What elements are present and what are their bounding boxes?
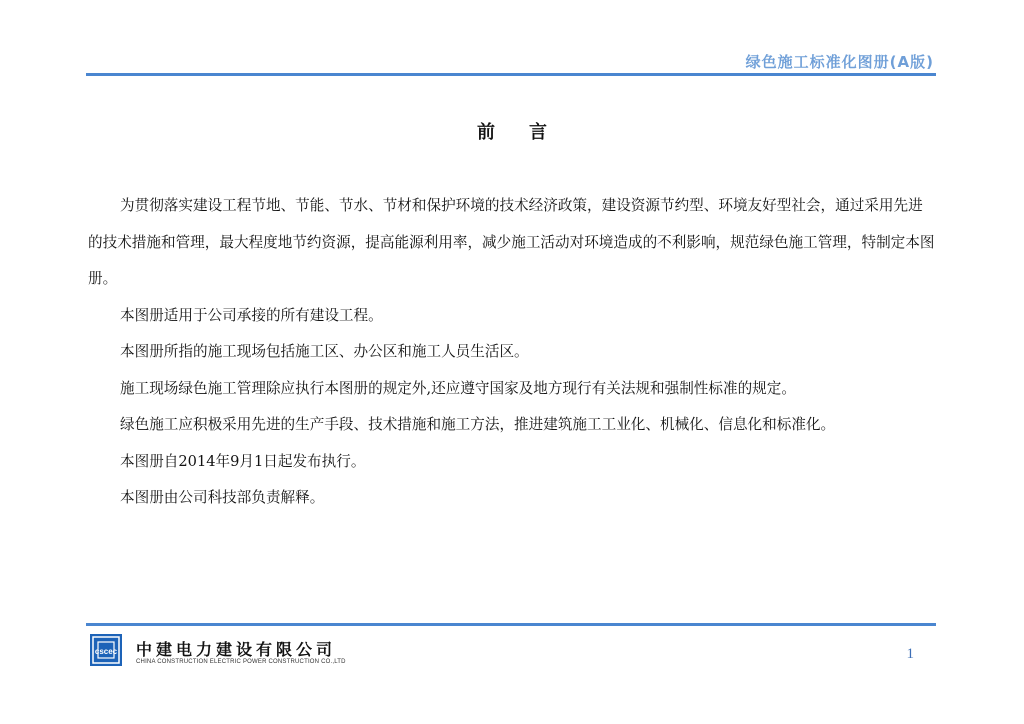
company-name-cn: 中建电力建设有限公司 xyxy=(136,640,337,659)
document-header-title: 绿色施工标准化图册(A版) xyxy=(745,53,934,71)
paragraph-7: 本图册由公司科技部负责解释。 xyxy=(120,489,325,506)
page-number: 1 xyxy=(906,646,914,662)
paragraph-5: 绿色施工应积极采用先进的生产手段、技术措施和施工方法，推进建筑施工工业化、机械化、信息化和标准化。 xyxy=(120,416,836,433)
paragraph-2: 本图册适用于公司承接的所有建设工程。 xyxy=(120,306,383,324)
paragraph-1: 为贯彻落实建设工程节地、节能、节水、节材和保护环境的技术经济政策，建设资源节约型、环境友好型社会，通过采用先进的技术措施和管理，最大程度地节约资源，提高能源利用率，减少施工活动对环境造成的不利影响，规范绿色施工管理，特制定本图册。 xyxy=(88,197,935,287)
paragraph-6: 本图册自2014年9月1日起发布执行。 xyxy=(120,452,366,470)
svg-text:cscec: cscec xyxy=(94,647,118,656)
page-title: 前言 xyxy=(477,122,581,143)
paragraph-4: 施工现场绿色施工管理除应执行本图册的规定外,还应遵守国家及地方现行有关法规和强制性标准的规定。 xyxy=(120,379,796,397)
paragraph-3: 本图册所指的施工现场包括施工区、办公区和施工人员生活区。 xyxy=(120,343,529,360)
header-divider xyxy=(86,73,936,76)
company-logo-icon xyxy=(90,634,122,666)
company-name-en: CHINA CONSTRUCTION ELECTRIC POWER CONSTRUCTION CO.,LTD xyxy=(136,659,346,665)
body-text xyxy=(88,188,936,517)
footer-divider xyxy=(86,623,936,626)
